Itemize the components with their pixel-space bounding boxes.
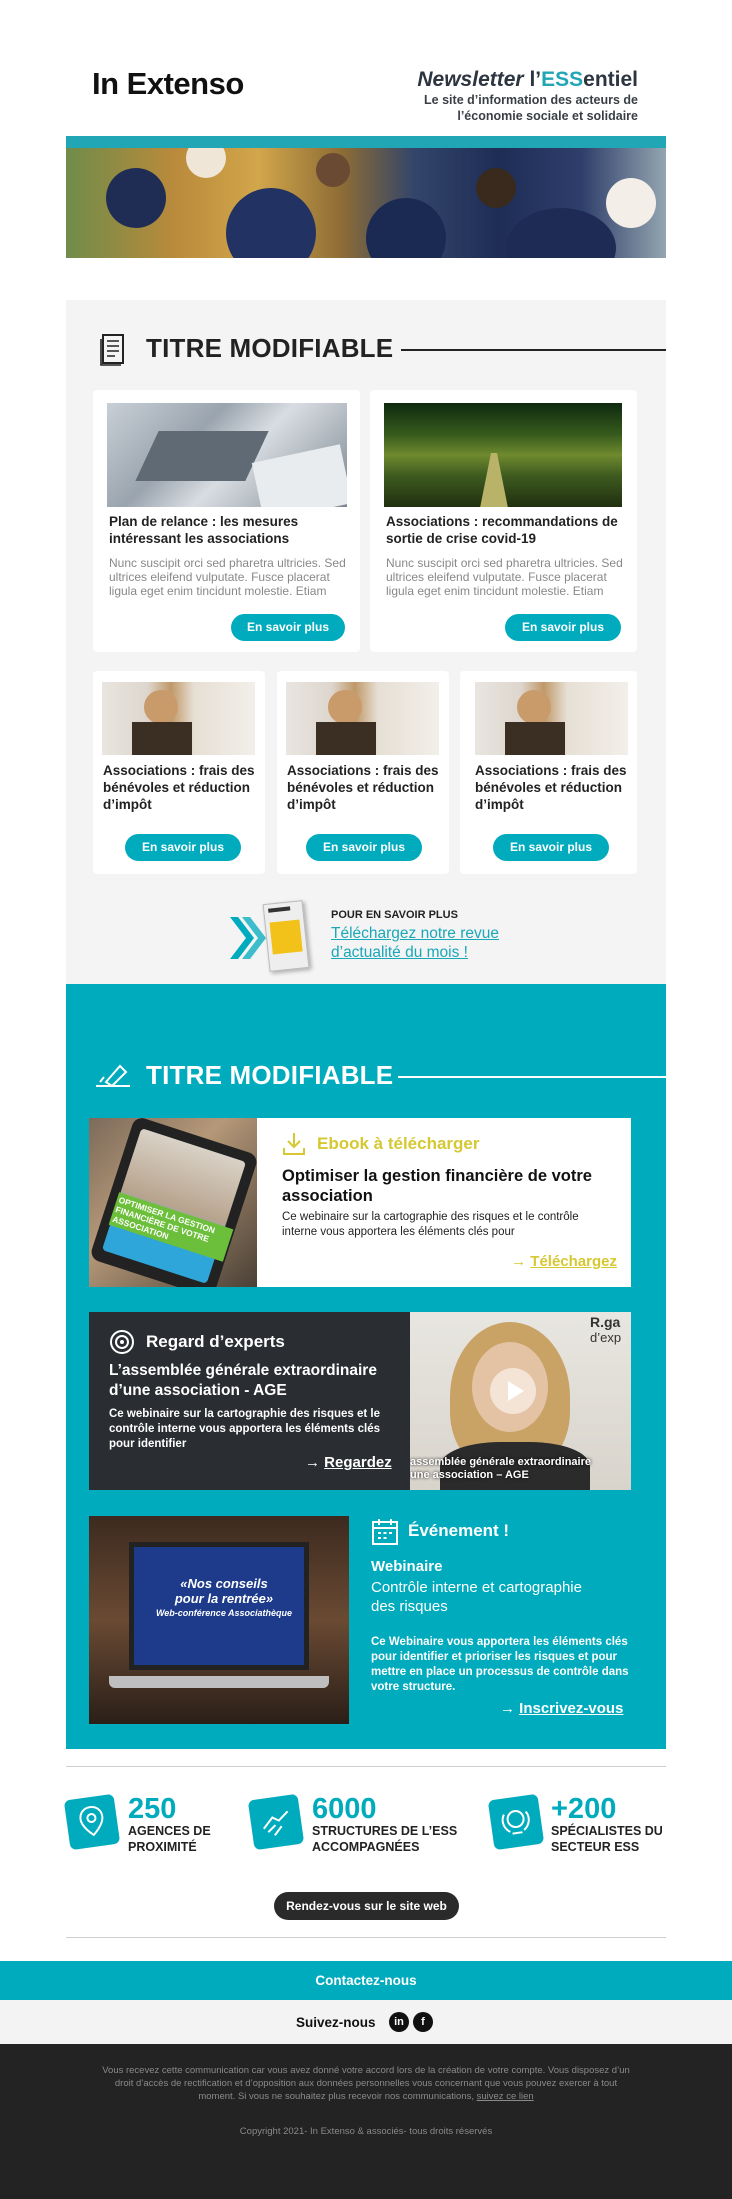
experts-block[interactable] xyxy=(89,1312,631,1490)
section-title: TITRE MODIFIABLE xyxy=(146,1060,394,1090)
download-icon xyxy=(281,1131,307,1157)
subtitle-line2: l’économie sociale et solidaire xyxy=(457,109,638,123)
newsletter-title xyxy=(417,68,638,92)
event-title[interactable]: Webinaire xyxy=(371,1558,443,1575)
ebook-cta-arrow: → xyxy=(511,1253,527,1270)
newsletter-word: Newsletter xyxy=(417,68,524,91)
article-card[interactable] xyxy=(370,390,637,652)
newsletter-rest: entiel xyxy=(583,68,638,91)
logo[interactable]: In Extenso xyxy=(92,66,244,101)
legal-text: Vous recevez cette communication car vous avez donné votre accord lors de la création de votre compte. Vous disposez d’un droit d’accès de rectification et d’opposition aux données personnelles vous concernant que vous pouvez exercer à tout moment. Si vous ne souhaitez plus recevoir nos communications, xyxy=(102,2065,630,2102)
article-excerpt: Nunc suscipit orci sed pharetra ultricies. Sed ultrices eleifend vulputate. Fusce placerat ligula eget enim tincidunt molestie. Etiam xyxy=(386,556,623,598)
follow-label: Suivez-nous xyxy=(296,2015,376,2030)
stat-number: 250 xyxy=(128,1793,177,1825)
location-pin-icon xyxy=(64,1794,120,1850)
footer xyxy=(0,2044,732,2199)
ebook-download-link[interactable] xyxy=(511,1253,617,1270)
unsubscribe-link[interactable]: suivez ce lien xyxy=(476,2091,534,2102)
ebook-cover-text: OPTIMISER LA GESTION FINANCIÈRE DE VOTRE ASSOCIATION xyxy=(109,1192,234,1261)
copyright: Copyright 2021- In Extenso & associés- tous droits réservés xyxy=(239,2126,493,2137)
stat-number: 6000 xyxy=(312,1793,377,1825)
video-brand xyxy=(590,1314,621,1346)
article-title[interactable]: Associations : frais des bénévoles et réduction d’impôt xyxy=(103,763,255,812)
video-caption-line1: assemblée générale extraordinaire xyxy=(410,1456,591,1468)
follow-bar xyxy=(0,2000,732,2044)
download-link-line2[interactable]: d’actualité du mois ! xyxy=(331,944,468,961)
section-title-rule xyxy=(401,349,666,351)
stat-label-line1: SPÉCIALISTES DU xyxy=(551,1824,663,1838)
event-image[interactable] xyxy=(89,1516,349,1724)
experts-description: Ce webinaire sur la cartographie des risques et le contrôle interne vous apportera les éléments clés pour identifier xyxy=(109,1408,380,1450)
stat-label xyxy=(128,1823,211,1855)
article-title[interactable]: Associations : frais des bénévoles et réduction d’impôt xyxy=(475,763,627,812)
read-more-button[interactable]: En savoir plus xyxy=(231,614,345,641)
video-caption xyxy=(410,1456,631,1482)
article-card[interactable] xyxy=(277,671,449,874)
ebook-block[interactable] xyxy=(89,1118,631,1287)
event-cta-arrow: → xyxy=(500,1700,515,1717)
section-title-rule xyxy=(398,1076,666,1078)
article-image[interactable] xyxy=(384,403,622,507)
experts-tag: Regard d’experts xyxy=(146,1332,285,1351)
stat-label-line2: SECTEUR ESS xyxy=(551,1840,640,1854)
pen-icon xyxy=(94,1060,132,1088)
download-link-line1[interactable]: Téléchargez notre revue xyxy=(331,925,500,942)
linkedin-icon[interactable]: in xyxy=(389,2012,409,2032)
subtitle-line1: Le site d’information des acteurs de xyxy=(424,93,638,107)
target-icon xyxy=(109,1329,135,1355)
event-description: Ce Webinaire vous apportera les éléments clés pour identifier et prioriser les risques et pour mettre en place un processus de contrôle dans votre structure. xyxy=(371,1636,629,1693)
video-thumbnail[interactable] xyxy=(410,1312,631,1490)
article-image[interactable] xyxy=(475,682,628,755)
experts-title[interactable]: L’assemblée générale extraordinaire d’une association - AGE xyxy=(109,1362,377,1399)
section-title: TITRE MODIFIABLE xyxy=(146,333,394,363)
article-image[interactable] xyxy=(102,682,255,755)
download-label: POUR EN SAVOIR PLUS xyxy=(331,909,458,921)
read-more-button[interactable]: En savoir plus xyxy=(493,834,609,861)
stat-label-line2: PROXIMITÉ xyxy=(128,1840,197,1854)
article-card[interactable] xyxy=(460,671,637,874)
award-icon xyxy=(488,1794,544,1850)
divider xyxy=(66,1766,666,1767)
video-caption-line2: une association – AGE xyxy=(410,1469,529,1481)
play-icon[interactable] xyxy=(490,1368,536,1414)
newsletter-l: l’ xyxy=(529,68,542,91)
facebook-icon[interactable]: f xyxy=(413,2012,433,2032)
event-screen-line2: pour la rentrée» xyxy=(174,1591,274,1606)
document-icon xyxy=(100,333,128,367)
event-screen-text xyxy=(129,1576,319,1621)
legal-notice xyxy=(96,2064,636,2103)
article-title[interactable]: Associations : recommandations de sortie de crise covid-19 xyxy=(386,514,618,546)
ebook-description: Ce webinaire sur la cartographie des risques et le contrôle interne vous apportera les éléments clés pour xyxy=(282,1211,579,1238)
article-title[interactable]: Plan de relance : les mesures intéressant les associations xyxy=(109,514,299,546)
ebook-title[interactable]: Optimiser la gestion financière de votre association xyxy=(282,1167,592,1205)
event-cta-label[interactable]: Inscrivez-vous xyxy=(519,1700,624,1717)
ebook-tag: Ebook à télécharger xyxy=(317,1134,480,1153)
ebook-cta-label[interactable]: Téléchargez xyxy=(530,1253,617,1270)
website-button[interactable]: Rendez-vous sur le site web xyxy=(274,1892,459,1920)
hero-image xyxy=(66,148,666,258)
experts-cta-label[interactable]: Regardez xyxy=(324,1454,392,1471)
article-card[interactable] xyxy=(93,390,360,652)
experts-cta-arrow: → xyxy=(305,1454,320,1471)
article-title[interactable]: Associations : frais des bénévoles et réduction d’impôt xyxy=(287,763,439,812)
experts-watch-link[interactable] xyxy=(305,1454,392,1471)
read-more-button[interactable]: En savoir plus xyxy=(505,614,621,641)
stat-label xyxy=(551,1823,663,1855)
video-brand-line1: R.ga xyxy=(590,1314,621,1330)
contact-button[interactable]: Contactez-nous xyxy=(0,1961,732,2000)
stat-label xyxy=(312,1823,457,1855)
event-subtitle: Contrôle interne et cartographie des risques xyxy=(371,1579,582,1615)
article-image[interactable] xyxy=(286,682,439,755)
newsletter-ess: ESS xyxy=(541,68,584,91)
event-tag: Événement ! xyxy=(408,1521,510,1540)
calendar-icon xyxy=(371,1518,399,1546)
article-card[interactable] xyxy=(93,671,265,874)
event-register-link[interactable] xyxy=(500,1700,623,1717)
newsletter-subtitle xyxy=(338,92,638,124)
header xyxy=(0,0,732,136)
handshake-icon xyxy=(248,1794,304,1850)
read-more-button[interactable]: En savoir plus xyxy=(125,834,241,861)
article-excerpt: Nunc suscipit orci sed pharetra ultricies. Sed ultrices eleifend vulputate. Fusce placerat ligula eget enim tincidunt molestie. Etiam xyxy=(109,556,346,598)
event-screen-line1: «Nos conseils xyxy=(180,1576,268,1591)
video-brand-line2: d’exp xyxy=(590,1330,622,1345)
article-image[interactable] xyxy=(107,403,347,507)
ebook-cover-image[interactable] xyxy=(89,1118,257,1287)
read-more-button[interactable]: En savoir plus xyxy=(306,834,422,861)
divider xyxy=(66,1937,666,1938)
stat-label-line1: STRUCTURES DE L’ESS xyxy=(312,1824,458,1838)
event-screen-line3: Web-conférence Associathèque xyxy=(155,1608,293,1618)
hero-accent-bar xyxy=(66,136,666,148)
stat-number: +200 xyxy=(551,1793,617,1825)
stat-label-line2: ACCOMPAGNÉES xyxy=(312,1840,420,1854)
stat-label-line1: AGENCES DE xyxy=(128,1824,211,1838)
